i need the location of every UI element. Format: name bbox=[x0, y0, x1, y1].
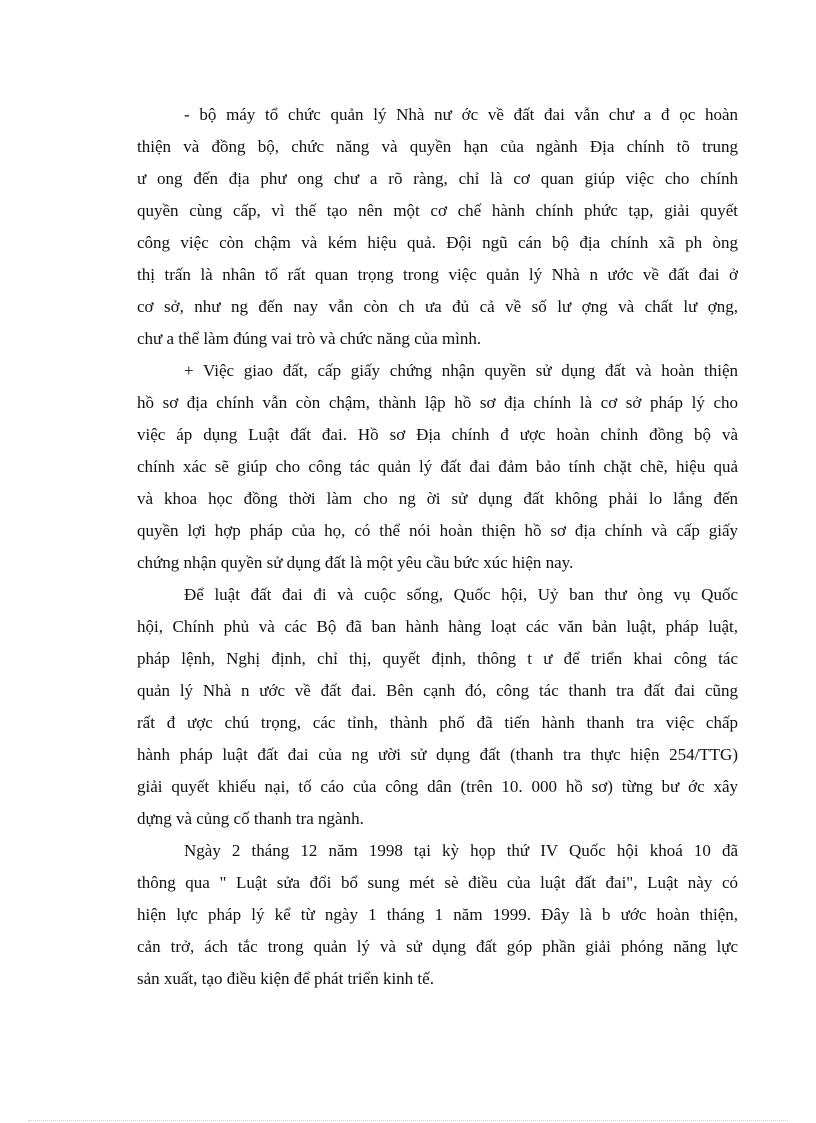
text-line: quản lý Nhà n ước về đất đai. Bên cạnh đó, công tác thanh tra đất đai cũng bbox=[137, 681, 738, 700]
text-line: thiện và đồng bộ, chức năng và quyền hạn của ngành Địa chính tõ trung bbox=[137, 137, 738, 156]
text-line: chư a thể làm đúng vai trò và chức năng của mình. bbox=[137, 329, 482, 348]
text-line: sản xuất, tạo điều kiện để phát triển kinh tế. bbox=[137, 969, 434, 988]
paragraph-3 bbox=[137, 579, 738, 835]
text-line: chứng nhận quyền sử dụng đất là một yêu cầu bức xúc hiện nay. bbox=[137, 553, 574, 572]
text-line: quyền cùng cấp, vì thế tạo nên một cơ chế hành chính phức tạp, giải quyết bbox=[137, 201, 738, 220]
text-line: hành pháp luật đất đai của ng ười sử dụng đất (thanh tra thực hiện 254/TTG) bbox=[137, 745, 738, 764]
text-line: dựng và củng cố thanh tra ngành. bbox=[137, 809, 364, 828]
text-line: ư ong đến địa phư ong chư a rõ ràng, chỉ là cơ quan giúp việc cho chính bbox=[137, 169, 738, 188]
text-line: hiện lực pháp lý kể từ ngày 1 tháng 1 năm 1999. Đây là b ước hoàn thiện, bbox=[137, 905, 738, 924]
paragraph-2 bbox=[137, 355, 738, 579]
page-bottom-border bbox=[28, 1120, 788, 1121]
text-line: công việc còn chậm và kém hiệu quả. Đội ngũ cán bộ địa chính xã ph òng bbox=[137, 233, 738, 252]
text-line: - bộ máy tổ chức quản lý Nhà nư ớc về đất đai vẫn chư a đ ọc hoàn bbox=[184, 105, 738, 124]
text-line: thông qua " Luật sửa đổi bổ sung mét sè điều của luật đất đai", Luật này có bbox=[137, 873, 738, 892]
text-line: hội, Chính phủ và các Bộ đã ban hành hàng loạt các văn bản luật, pháp luật, bbox=[137, 617, 738, 636]
text-line: cơ sở, như ng đến nay vẫn còn ch ưa đủ cả về số lư ợng và chất lư ợng, bbox=[137, 297, 738, 316]
text-line: Ngày 2 tháng 12 năm 1998 tại kỳ họp thứ IV Quốc hội khoá 10 đã bbox=[184, 841, 738, 860]
text-line: hồ sơ địa chính vẫn còn chậm, thành lập hồ sơ địa chính là cơ sở pháp lý cho bbox=[137, 393, 738, 412]
text-line: giải quyết khiếu nại, tố cáo của công dân (trên 10. 000 hồ sơ) từng bư ớc xây bbox=[137, 777, 738, 796]
paragraph-4 bbox=[137, 835, 738, 995]
text-line: rất đ ược chú trọng, các tỉnh, thành phố đã tiến hành thanh tra việc chấp bbox=[137, 713, 738, 732]
paragraph-1 bbox=[137, 99, 738, 355]
text-line: việc áp dụng Luật đất đai. Hồ sơ Địa chính đ ược hoàn chỉnh đồng bộ và bbox=[137, 425, 738, 444]
text-line: pháp lệnh, Nghị định, chỉ thị, quyết định, thông t ư để triển khai công tác bbox=[137, 649, 738, 668]
text-line: quyền lợi hợp pháp của họ, có thể nói hoàn thiện hồ sơ địa chính và cấp giấy bbox=[137, 521, 738, 540]
text-line: chính xác sẽ giúp cho công tác quản lý đất đai đảm bảo tính chặt chẽ, hiệu quả bbox=[137, 457, 738, 476]
text-line: và khoa học đồng thời làm cho ng ời sử dụng đất không phải lo lắng đến bbox=[137, 489, 738, 508]
text-line: thị trấn là nhân tố rất quan trọng trong việc quản lý Nhà n ước về đất đai ở bbox=[137, 265, 738, 284]
text-line: + Việc giao đất, cấp giấy chứng nhận quyền sử dụng đất và hoàn thiện bbox=[184, 361, 738, 380]
document-body bbox=[137, 99, 738, 995]
text-line: cản trở, ách tắc trong quản lý và sử dụng đất góp phần giải phóng năng lực bbox=[137, 937, 738, 956]
text-line: Để luật đất đai đi và cuộc sống, Quốc hội, Uỷ ban thư òng vụ Quốc bbox=[184, 585, 738, 604]
